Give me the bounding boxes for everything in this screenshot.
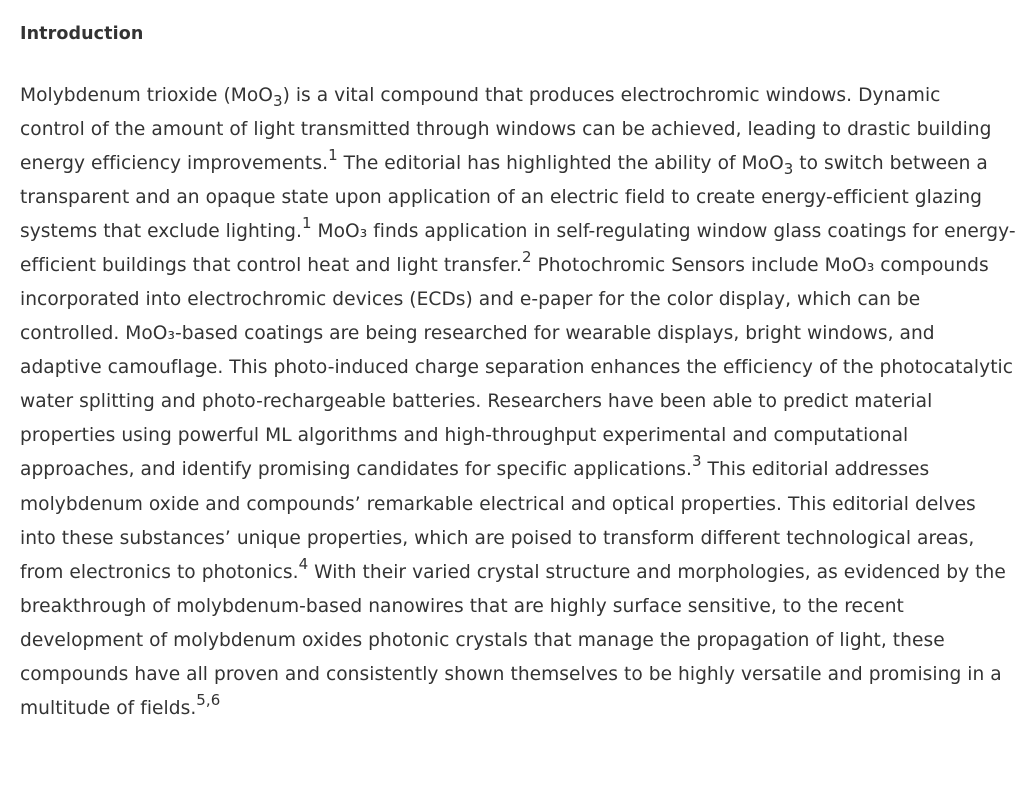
text-run: breakthrough of molybdenum-based nanowires that are highly surface sensitive, to the recent	[20, 595, 904, 617]
paragraph-line	[20, 590, 985, 624]
paragraph-line	[20, 554, 1006, 590]
paragraph-line	[20, 624, 985, 658]
text-run: control of the amount of light transmitted through windows can be achieved, leading to drastic building	[20, 119, 992, 141]
text-run: to switch between a	[793, 153, 988, 175]
subscript: 3	[783, 160, 794, 179]
section-heading: Introduction	[20, 24, 144, 44]
text-run: development of molybdenum oxides photonic crystals that manage the propagation of light, these	[20, 629, 945, 651]
text-run: properties using powerful ML algorithms and high-throughput experimental and computational	[20, 425, 909, 447]
citation-ref[interactable]: 1	[328, 146, 338, 165]
text-run: MoO₃ finds application in self-regulating window glass coatings for energy-	[311, 221, 1016, 243]
paragraph-line	[20, 146, 988, 181]
paragraph-line	[20, 113, 992, 147]
text-run: water splitting and photo-rechargeable batteries. Researchers have been able to predict material	[20, 391, 933, 413]
text-run: energy efficiency improvements.	[20, 153, 329, 175]
text-run: approaches, and identify promising candidates for specific applications.	[20, 459, 692, 481]
citation-ref[interactable]: 4	[298, 554, 309, 573]
introduction-paragraph	[20, 79, 1016, 726]
citation-ref[interactable]: 1	[301, 214, 312, 233]
paragraph-line	[20, 283, 985, 317]
paragraph-line	[20, 317, 985, 351]
text-run: incorporated into electrochromic devices (ECDs) and e-paper for the color display, which can be	[20, 289, 921, 311]
paragraph-line	[20, 181, 985, 215]
text-run: from electronics to photonics.	[20, 561, 299, 583]
text-run: multitude of fields.	[20, 697, 197, 719]
paragraph-line	[20, 488, 985, 522]
text-run: Molybdenum trioxide (MoO	[20, 85, 273, 106]
text-run: adaptive camouflage. This photo-induced charge separation enhances the efficiency of the photocatalytic	[20, 357, 1014, 379]
paragraph-line	[20, 248, 989, 283]
paragraph-line	[20, 453, 985, 487]
text-run: molybdenum oxide and compounds’ remarkable electrical and optical properties. This editorial delves	[20, 493, 976, 515]
text-run: controlled. MoO₃-based coatings are being researched for wearable displays, bright windows, and	[20, 323, 935, 345]
paragraph-line	[20, 522, 985, 556]
paragraph-line	[20, 214, 1016, 249]
text-run: transparent and an opaque state upon application of an electric field to create energy-efficient glazing	[20, 187, 983, 209]
text-run: efficient buildings that control heat and light transfer.	[20, 255, 522, 277]
text-run: With their varied crystal structure and morphologies, as evidenced by the	[308, 561, 1006, 583]
citation-ref[interactable]: 5,6	[196, 690, 221, 709]
citation-ref[interactable]: 3	[691, 452, 702, 471]
paragraph-line	[20, 419, 985, 453]
paragraph-line	[20, 351, 1014, 385]
text-run: compounds have all proven and consistently shown themselves to be highly versatile and promising in a	[20, 663, 1002, 685]
paragraph-line	[20, 385, 985, 419]
citation-ref[interactable]: 2	[521, 248, 532, 267]
text-run: ) is a vital compound that produces electrochromic windows. Dynamic	[282, 85, 941, 106]
text-run: The editorial has highlighted the ability of MoO	[337, 153, 784, 175]
text-run: This editorial addresses	[701, 459, 930, 481]
paragraph-line	[20, 79, 985, 113]
text-run: Photochromic Sensors include MoO₃ compounds	[531, 255, 989, 277]
text-run: into these substances’ unique properties, which are poised to transform different technological areas,	[20, 527, 975, 549]
subscript: 3	[272, 92, 283, 110]
paragraph-line	[20, 658, 1002, 692]
text-run: systems that exclude lighting.	[20, 221, 302, 243]
paragraph-line	[20, 692, 985, 726]
